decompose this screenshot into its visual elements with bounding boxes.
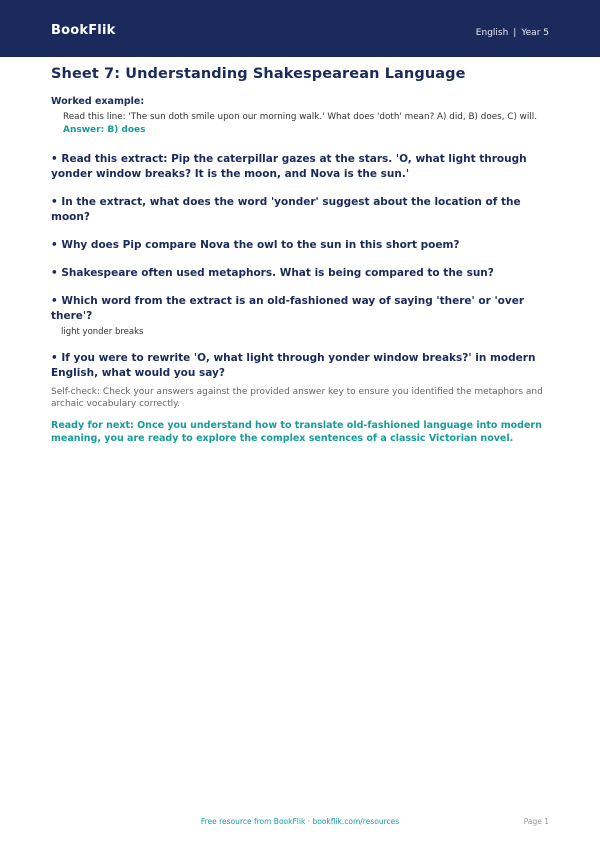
page-number: Page 1 (523, 817, 549, 826)
worked-example (51, 96, 551, 135)
question-2: • In the extract, what does the word 'yonder' suggest about the location of the moon? (51, 196, 521, 223)
separator: | (513, 28, 517, 38)
footer-credit-link[interactable]: Free resource from BookFlik · bookflik.com/resources (200, 817, 400, 826)
question-5: • Which word from the extract is an old-fashioned way of saying 'there' or 'over there'? (51, 295, 525, 322)
worked-example-label: Worked example: (51, 96, 145, 107)
page-header (0, 0, 600, 57)
page-title: Sheet 7: Understanding Shakespearean Language (51, 66, 466, 82)
self-check-note: Self-check: Check your answers against the provided answer key to ensure you identified the metaphors and archaic vocabulary correctly. (51, 387, 543, 409)
subject-year (476, 28, 549, 38)
brand-logo: BookFlik (51, 23, 116, 38)
question-5-options: light yonder breaks (61, 327, 144, 337)
subject-label: English (475, 28, 509, 38)
worked-example-text: Read this line: 'The sun doth smile upon our morning walk.' What does 'doth' mean? A) did, B) does, C) will. (63, 112, 537, 122)
worked-example-answer: Answer: B) does (63, 125, 146, 135)
question-1: • Read this extract: Pip the caterpillar gazes at the stars. 'O, what light through yonder window breaks? It is the moon, and Nova is the sun.' (51, 153, 527, 180)
ready-for-next: Ready for next: Once you understand how to translate old-fashioned language into modern meaning, you are ready to explore the complex sentences of a classic Victorian novel. (51, 420, 542, 444)
question-4: • Shakespeare often used metaphors. What is being compared to the sun? (51, 267, 494, 279)
worksheet-content (51, 66, 551, 445)
year-label: Year 5 (521, 28, 549, 38)
question-6: • If you were to rewrite 'O, what light through yonder window breaks?' in modern English, what would you say? (51, 352, 536, 379)
question-3: • Why does Pip compare Nova the owl to the sun in this short poem? (51, 239, 460, 251)
